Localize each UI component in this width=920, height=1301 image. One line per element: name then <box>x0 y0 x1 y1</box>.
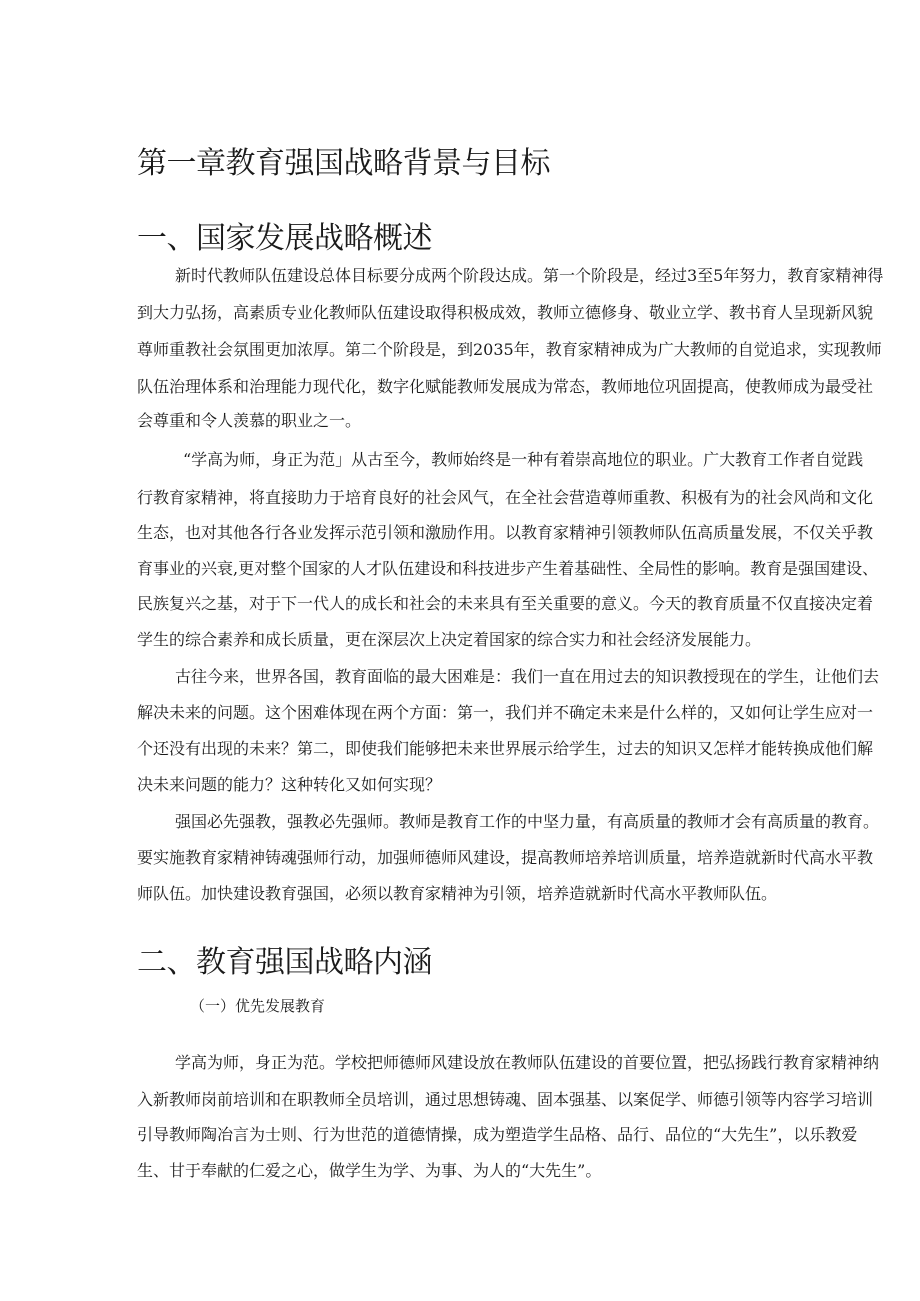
chapter-title: 第一章教育强国战略背景与目标 <box>137 146 550 181</box>
paragraph-line: 生、甘于奉献的仁爱之心，做学生为学、为事、为人的“大先生”。 <box>137 1161 602 1180</box>
paragraph-line: 决未来问题的能力？这种转化又如何实现？ <box>137 775 442 794</box>
paragraph-line: “学高为师，身正为范」从古至今，教师始终是一种有着崇高地位的职业。广大教育工作者自觉践 <box>183 450 864 469</box>
paragraph-line: 解决未来的问题。这个困难体现在两个方面：第一，我们并不确定未来是什么样的，又如何让学生应对一 <box>137 703 874 722</box>
paragraph-line: 强国必先强教，强教必先强师。教师是教育工作的中坚力量，有高质量的教师才会有高质量的教育。 <box>175 812 880 831</box>
paragraph-line: 生态，也对其他各行各业发挥示范引领和激励作用。以教育家精神引领教师队伍高质量发展，不仅关乎教 <box>137 523 874 542</box>
section-heading-2: 二、教育强国战略内涵 <box>137 945 432 980</box>
paragraph-line: 学生的综合素养和成长质量，更在深层次上决定着国家的综合实力和社会经济发展能力。 <box>137 630 762 649</box>
section-heading-1: 一、国家发展战略概述 <box>137 221 432 256</box>
subsection-heading: （一）优先发展教育 <box>190 997 326 1015</box>
paragraph-line: 到大力弘扬，高素质专业化教师队伍建设取得积极成效，教师立德修身、敬业立学、教书育人呈现新风貌 <box>137 303 874 322</box>
paragraph-line: 要实施教育家精神铸魂强师行动，加强师德师风建设，提高教师培养培训质量，培养造就新时代高水平教 <box>137 848 874 867</box>
paragraph-line: 队伍治理体系和治理能力现代化，数字化赋能教师发展成为常态，教师地位巩固提高，使教师成为最受社 <box>137 377 874 396</box>
paragraph-line: 入新教师岗前培训和在职教师全员培训，通过思想铸魂、固本强基、以案促学、师德引领等内容学习培训 <box>137 1090 874 1109</box>
paragraph-line: 古往今来，世界各国，教育面临的最大困难是：我们一直在用过去的知识教授现在的学生，让他们去 <box>175 667 880 686</box>
paragraph-line: 引导教师陶冶言为士则、行为世范的道德情操，成为塑造学生品格、品行、品位的“大先生”，以乐教爱 <box>137 1125 858 1144</box>
paragraph-line: 新时代教师队伍建设总体目标要分成两个阶段达成。第一个阶段是，经过3至5年努力，教育家精神得 <box>175 266 884 285</box>
paragraph-line: 学高为师，身正为范。学校把师德师风建设放在教师队伍建设的首要位置，把弘扬践行教育家精神纳 <box>175 1053 880 1072</box>
paragraph-line: 会尊重和令人羡慕的职业之一。 <box>137 411 362 430</box>
paragraph-line: 行教育家精神，将直接助力于培育良好的社会风气，在全社会营造尊师重教、积极有为的社会风尚和文化 <box>137 488 874 507</box>
paragraph-line: 育事业的兴衰,更对整个国家的人才队伍建设和科技进步产生着基础性、全局性的影响。教育是强国建设、 <box>137 559 879 578</box>
paragraph-line: 尊师重教社会氛围更加浓厚。第二个阶段是，到2035年，教育家精神成为广大教师的自觉追求，实现教师 <box>137 340 882 359</box>
paragraph-line: 个还没有出现的未来？第二，即使我们能够把未来世界展示给学生，过去的知识又怎样才能转换成他们解 <box>137 739 874 758</box>
paragraph-line: 民族复兴之基，对于下一代人的成长和社会的未来具有至关重要的意义。今天的教育质量不仅直接决定着 <box>137 594 874 613</box>
paragraph-line: 师队伍。加快建设教育强国，必须以教育家精神为引领，培养造就新时代高水平教师队伍。 <box>137 884 778 903</box>
